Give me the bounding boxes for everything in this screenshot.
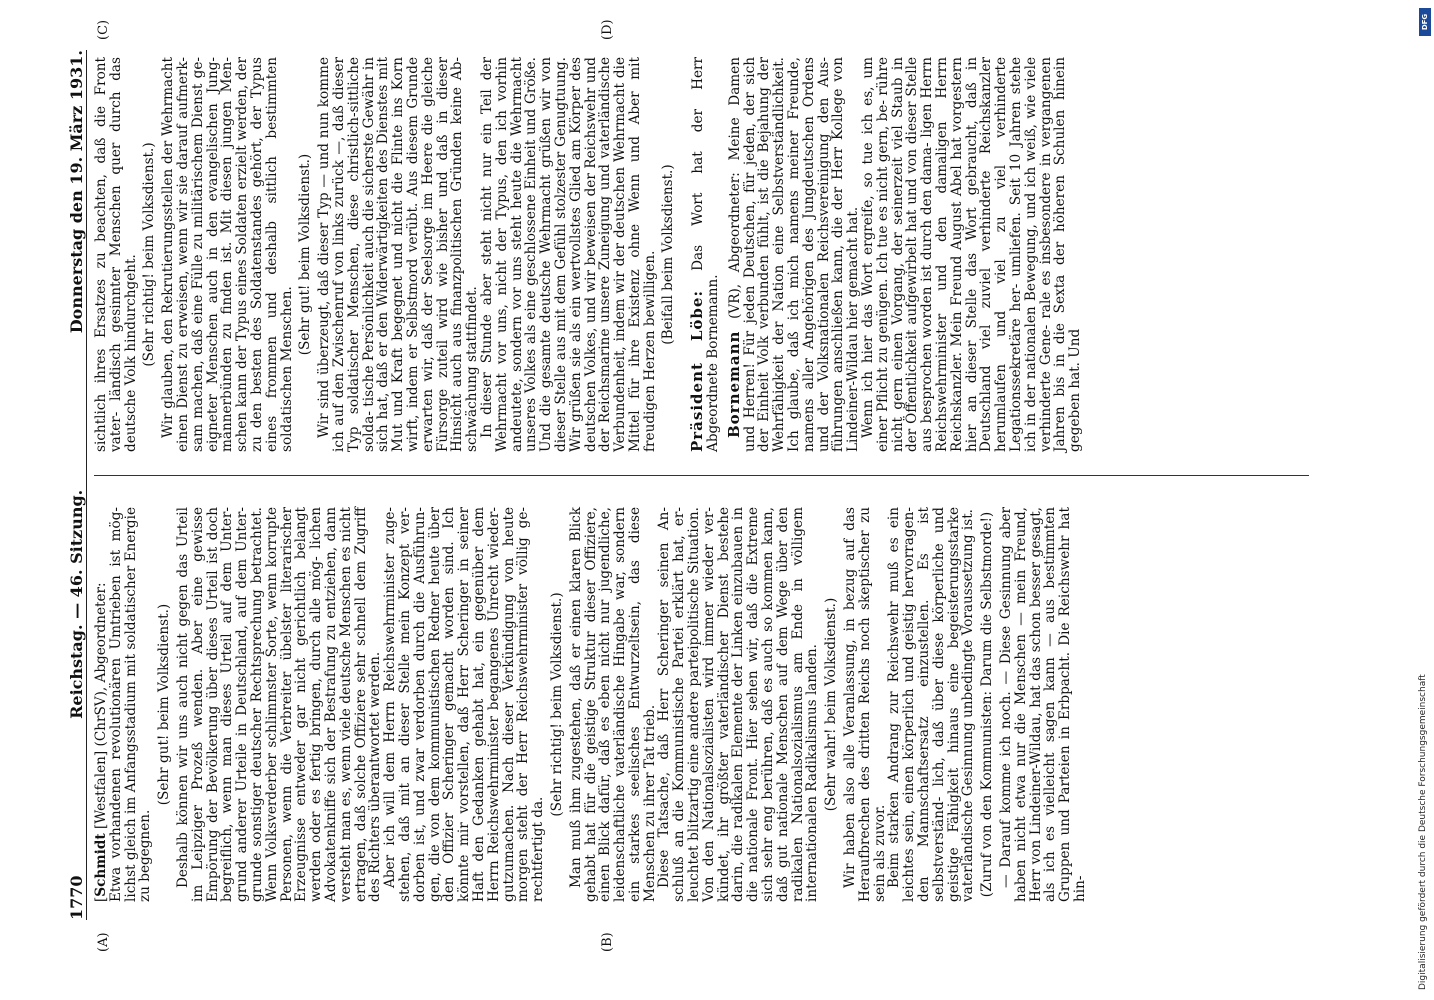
- session-title: Reichstag. — 46. Sitzung.: [67, 489, 86, 719]
- paragraph: Beim starken Andrang zur Reichswehr muß es ein leichtes sein, einen körperlich und geistig hervorragen- den Mannschaftsersatz einzustellen. Es ist selbstverständ- lich, daß über diese körperliche und geistige Fähigkeit hinaus eine begeisterungsstarke vaterländische Gesinnung unbedingte Voraussetzung ist.: [886, 507, 977, 902]
- paragraph: Wenn ich hier das Wort ergreife, so tue ich es, um einer Pflicht zu genügen. Ich tue es nicht gern, be- rühre nicht gern einen Vorgang, der seinerzeit viel Staub in der Öffentlichkeit aufgewirbelt hat und von dieser Stelle aus besprochen worden ist durch den dama- ligen Herrn Reichswehrminister und den damaligen Herrn Reichskanzler. Mein Freund August Abel hat vorgestern hier an dieser Stelle das Wort gebraucht, daß in Deutschland viel zuviel verhinderte Reichskanzler herumlaufen und viel zu viel verhinderte Legationssekretäre her- umliefen. Seit 10 Jahren stehe ich in der nationalen Bewegung, und ich weiß, wie viele verhinderte Gene- rale es insbesondere in vergangenen Jahren bis in die Sexta der höheren Schulen hinein gegeben hat. Und: [860, 57, 1084, 452]
- paragraph: In dieser Stunde aber steht nicht nur ein Teil der Wehrmacht vor uns, nicht der Typus, den ich vorhin andeutete, sondern vor uns steht heute die Wehrmacht unseres Volkes als eine geschlossene Einheit und Größe. Und die gesamte deutsche Wehrmacht grüßen wir von dieser Stelle aus mit dem Gefühl stolzester Genugtuung. Wir grüßen sie als ein wertvollstes Glied am Körper des deutschen Volkes, und wir beweisen der Reichswehr und der Reichsmarine unsere Zuneigung und vaterländische Verbundenheit, indem wir der deutschen Wehrmacht die Mittel für ihre Existenz ohne Wenn und Aber mit freudigen Herzen bewilligen.: [478, 57, 658, 452]
- interjection: (Sehr richtig! beim Volksdienst.): [548, 592, 565, 817]
- margin-letter-a: (A): [96, 932, 111, 952]
- paragraph: Wir glauben, den Rekrutierungsstellen der Wehrmacht einen Dienst zu erweisen, wenn wir sie darauf aufmerk- sam machen, daß eine Fülle zu militärischem Dienst ge- eigneter Menschen auch in den evangelischen Jung- männerbünden zu finden ist. Mit diesen jungen Men- schen kann der Typus eines Soldaten erzielt werden, der zu den besten des Soldatenstandes gehört, der Typus eines frommen und deshalb sittlich bestimmten soldatischen Menschen.: [160, 57, 295, 452]
- paragraph: Aber ich will dem Herrn Reichswehrminister zuge- stehen, daß mit an dieser Stelle mein Konzept ver- dorben ist, und zwar verdorben durch die Ausführun- gen, die von dem kommunistischen Redner heute über den Offizier Scheringer gemacht worden sind. Ich könnte mir vorstellen, daß Herr Scheringer in seiner Haft den Gedanken gehabt hat, ein gegenüber dem Herrn Reichswehrminister begangenes Unrecht wieder- gutzumachen. Nach dieser Verkündigung von heute morgen steht der Herr Reichswehrminister völlig ge- rechtfertigt da.: [382, 507, 547, 902]
- speech-text: (VR), Abgeordneter: Meine Damen und Herren! Für jeden Deutschen, für jeden, der sich der Einheit Volk verbunden fühlt, ist die Bejahung der Wehrfähigkeit der Nation eine Selbstverständlichkeit. Ich glaube, daß ich mich namens meiner Freunde, namens aller Angehörigen des Jungdeutschen Ordens und der Volksnationalen Reichsvereinigung den Aus- führungen anschließen kann, die der Herr Kollege von Lindeiner-Wildau hier gemacht hat.: [726, 57, 862, 452]
- page-header: [60, 50, 87, 920]
- paragraph: sichtlich ihres Ersatzes zu beachten, daß die Front vater- ländisch gesinnter Menschen quer durch das deutsche Volk hindurchgeht.: [93, 57, 139, 452]
- rotated-page: [60, 19, 1360, 952]
- paragraph: Diese Tatsache, daß Herr Scheringer seinen An- schluß an die Kommunistische Partei erklärt hat, er- leuchtet blitzartig eine andere parteipolitische Situation. Von den Nationalsozialisten wird immer wieder ver- kündet, ihr größter vaterländischer Dienst bestehe darin, die radikalen Elemente der Linken einzubauen in die nationale Front. Hier sehen wir, daß die Extreme sich sehr eng berühren, daß es auch so kommen kann, daß gut nationale Menschen auf dem Wege über den radikalen Nationalsozialismus am Ende in völligem internationalen Radikalismus landen.: [656, 507, 821, 902]
- dfg-logo: DFG: [1419, 8, 1431, 36]
- paragraph: Etwa vorhandenen revolutionären Umtrieben ist mög- lichst gleich im Anfangsstadium mit soldatischer Energie zu begegnen.: [107, 507, 154, 902]
- paragraph: Wir sind überzeugt, daß dieser Typ — und nun komme ich auf den Zwischenruf von links zurück —, daß dieser Typ soldatischer Menschen, diese christlich-sittliche solda- tische Persönlichkeit auch die sicherste Gewähr in sich hat, daß er den Widerwärtigkeiten des Dienstes mit Mut und Kraft begegnet und nicht die Flinte ins Korn wirft, indem er Selbstmord verübt. Aus diesem Grunde erwarten wir, daß der Seelsorge im Heere die gleiche Fürsorge zuteil wird wie bisher und daß in dieser Hinsicht auch aus finanzpolitischen Gründen keine Ab- schwächung stattfindet.: [316, 57, 481, 452]
- interjection: (Sehr gut! beim Volksdienst.): [297, 153, 314, 356]
- paragraph: Deshalb können wir uns auch nicht gegen das Urteil im Leipziger Prozeß wenden. Aber eine gewisse Empörung der Bevölkerung über dieses Urteil ist doch begreiflich, wenn man dieses Urteil auf dem Unter- grund anderer Urteile in Deutschland, auf dem Unter- grunde sonstiger deutscher Rechtsprechung betrachtet. Wenn Volksverderber schlimmster Sorte, wenn korrupte Personen, wenn die Verbreiter übelster literarischer Erzeugnisse entweder gar nicht gerichtlich belangt werden oder es fertig bringen, durch alle mög- lichen Advokatenkniffe sich der Bestrafung zu entziehen, dann versteht man es, wenn viele deutsche Menschen es nicht ertragen, daß solche Offiziere sehr schnell dem Zugriff des Richters überantwortet werden.: [174, 507, 384, 902]
- speaker-affiliation: [Westfalen] (ChrSV), Abgeordneter:: [93, 582, 109, 830]
- paragraph: — Darauf komme ich noch. — Diese Gesinnung aber haben nicht etwa nur die Menschen — mein Freund, Herr von Lindeiner-Wildau, hat das schon besser gesagt, als ich es vielleicht sagen kann — aus bestimmten Gruppen und Parteien in Erbpacht. Die Reichswehr hat hin-: [998, 507, 1088, 902]
- page-number: 1770: [67, 875, 86, 920]
- speaker-name: Schmidt: [93, 833, 109, 897]
- paragraph: Man muß ihm zugestehen, daß er einen klaren Blick gehabt hat für die geistige Struktur dieser Offiziere, einen Blick dafür, daß es eben nicht nur jugendliche, leidenschaftliche vaterländische Hingabe war, sondern ein starkes seelisches Entwurzeltsein, das diese Menschen zu ihrer Tat trieb.: [567, 507, 658, 902]
- dfg-sidebar-text: Digitalisierung gefördert durch die Deutsche Forschungsgemeinschaft: [1418, 674, 1428, 990]
- president-text: Das Wort hat der Herr Abgeordnete Bornemann.: [690, 56, 722, 452]
- margin-letter-b: (B): [600, 932, 615, 952]
- left-column: [94, 507, 1088, 902]
- interjection: (Zuruf von den Kommunisten: Darum die Selbstmorde!): [979, 511, 996, 898]
- interjection: (Beifall beim Volksdienst.): [660, 164, 677, 345]
- president-name: Präsident Löbe:: [688, 289, 707, 452]
- margin-letter-c: (C): [96, 19, 111, 40]
- president-line: [690, 57, 721, 452]
- speaker-line: [724, 57, 862, 452]
- session-date: Donnerstag den 19. März 1931.: [67, 50, 86, 334]
- speaker-line: [Schmidt [Westfalen] (ChrSV), Abgeordneter:: [93, 582, 109, 902]
- paragraph: Wir haben also alle Veranlassung, in bezug auf das Heraufbrechen des dritten Reichs noch skeptischer zu sein als zuvor.: [842, 507, 888, 902]
- speaker-name: Bornemann: [724, 330, 743, 438]
- margin-letter-d: (D): [600, 19, 615, 40]
- right-column: [94, 57, 1083, 452]
- interjection: (Sehr wahr! beim Volksdienst.): [823, 597, 840, 812]
- interjection: (Sehr gut! beim Volksdienst.): [156, 603, 173, 806]
- interjection: (Sehr richtig! beim Volksdienst.): [141, 142, 158, 367]
- column-divider: [94, 475, 1309, 476]
